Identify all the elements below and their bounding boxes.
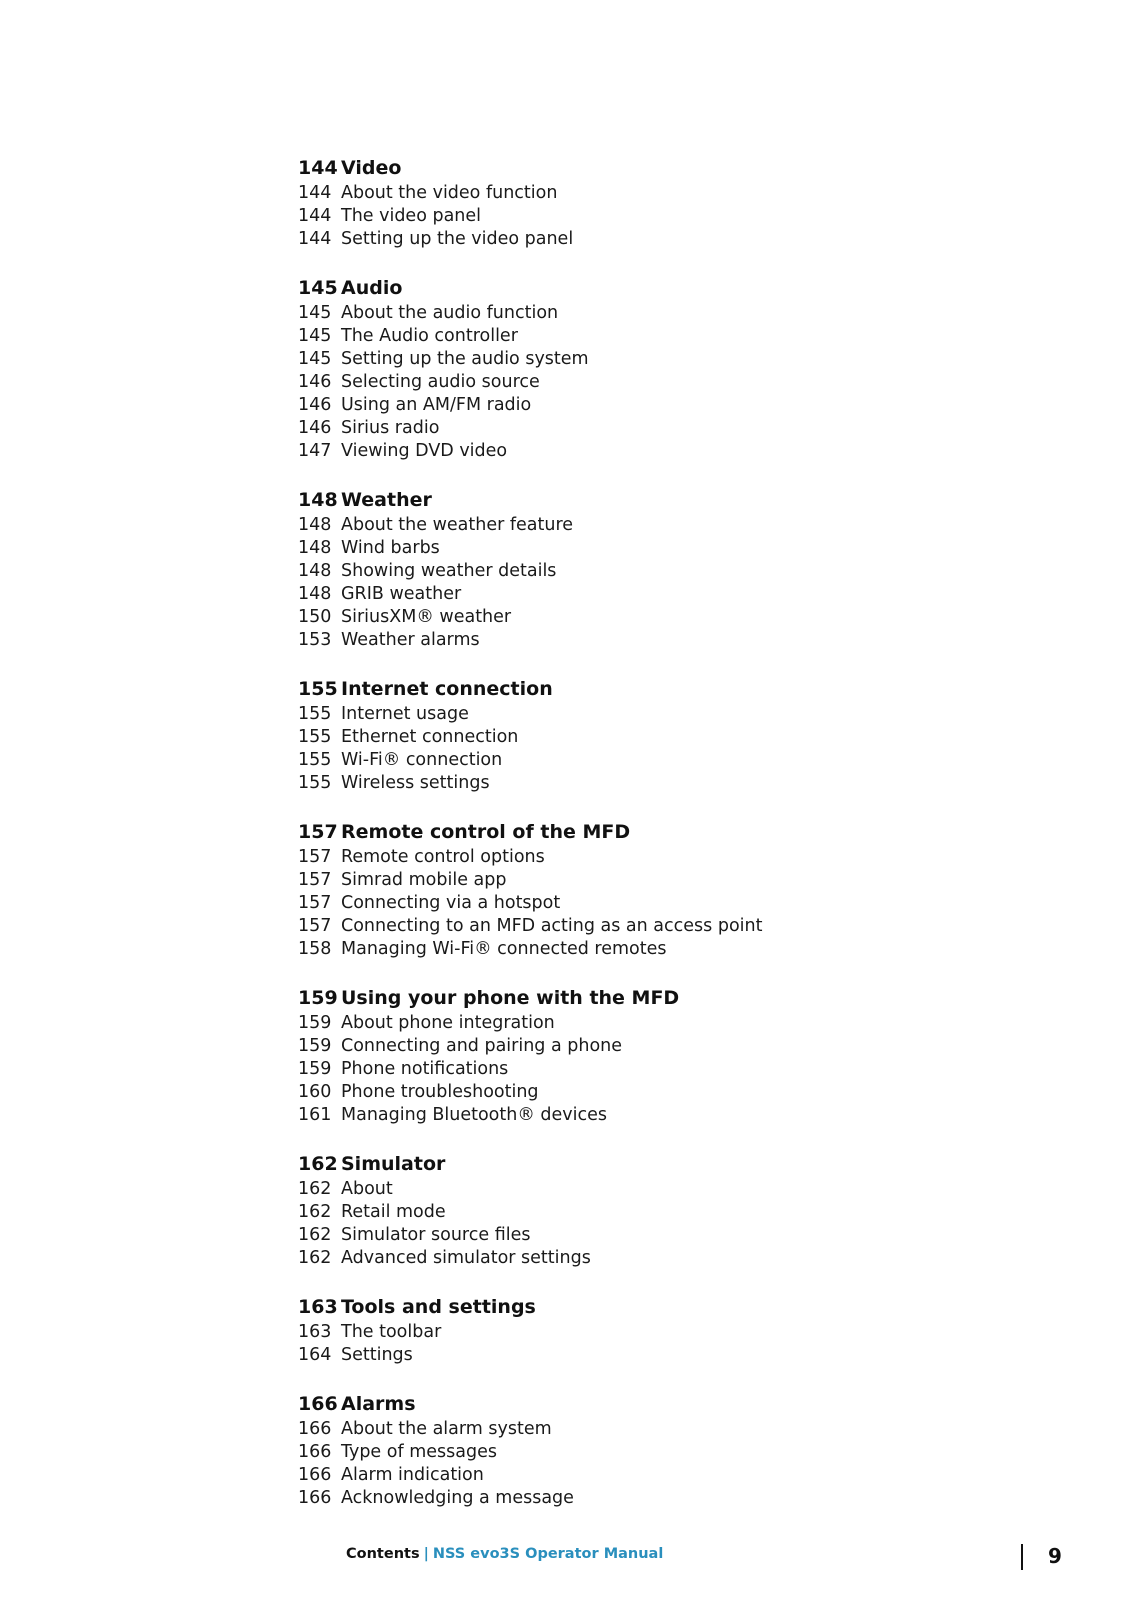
toc-chapter-heading[interactable] (298, 1151, 898, 1178)
toc-chapter-title: Alarms (341, 1393, 416, 1415)
toc-chapter-title: Simulator (341, 1153, 446, 1175)
page-footer (346, 1546, 663, 1562)
toc-section (298, 1391, 898, 1510)
toc-entry-page: 166 (298, 1442, 332, 1462)
toc-entry-title: Alarm indication (341, 1465, 484, 1485)
toc-chapter-title: Tools and settings (341, 1296, 536, 1318)
page-number-divider (1021, 1544, 1023, 1570)
toc-entry-title: Simulator source files (341, 1225, 531, 1245)
toc-entry-title: Weather alarms (341, 630, 480, 650)
toc-entry[interactable] (298, 629, 898, 652)
toc-entry-page: 145 (298, 303, 332, 323)
toc-entry[interactable] (298, 726, 898, 749)
toc-entry-title: About the video function (341, 183, 558, 203)
toc-entry-title: SiriusXM® weather (341, 607, 512, 627)
toc-entry-page: 164 (298, 1345, 332, 1365)
toc-entry-title: Ethernet connection (341, 727, 519, 747)
toc-entry[interactable] (298, 228, 898, 251)
footer-separator: | (423, 1546, 429, 1562)
toc-entry[interactable] (298, 1058, 898, 1081)
toc-chapter-title: Remote control of the MFD (341, 821, 631, 843)
toc-entry-page: 157 (298, 916, 332, 936)
toc-entry-page: 158 (298, 939, 332, 959)
toc-entry-page: 148 (298, 584, 332, 604)
toc-entry-page: 162 (298, 1179, 332, 1199)
toc-section (298, 1294, 898, 1367)
toc-entry[interactable] (298, 302, 898, 325)
toc-chapter-heading[interactable] (298, 819, 898, 846)
toc-section (298, 676, 898, 795)
toc-chapter-page: 166 (298, 1393, 338, 1415)
toc-entry-title: Viewing DVD video (341, 441, 508, 461)
toc-entry-title: About (341, 1179, 393, 1199)
toc-entry-title: About the weather feature (341, 515, 574, 535)
toc-entry-title: Showing weather details (341, 561, 557, 581)
toc-entry[interactable] (298, 560, 898, 583)
toc-chapter-heading[interactable] (298, 275, 898, 302)
toc-entry-page: 157 (298, 847, 332, 867)
toc-chapter-title: Audio (341, 277, 403, 299)
toc-entry-page: 157 (298, 893, 332, 913)
toc-chapter-page: 162 (298, 1153, 338, 1175)
toc-section (298, 275, 898, 463)
toc-entry[interactable] (298, 1247, 898, 1270)
toc-entry-title: Connecting and pairing a phone (341, 1036, 623, 1056)
toc-entry[interactable] (298, 514, 898, 537)
toc-chapter-page: 148 (298, 489, 338, 511)
page-number: 9 (1048, 1544, 1062, 1568)
toc-entry[interactable] (298, 1464, 898, 1487)
toc-chapter-title: Weather (341, 489, 432, 511)
toc-chapter-heading[interactable] (298, 1391, 898, 1418)
toc-entry-page: 153 (298, 630, 332, 650)
toc-entry[interactable] (298, 1487, 898, 1510)
toc-entry-title: Managing Bluetooth® devices (341, 1105, 607, 1125)
toc-entry-title: Setting up the video panel (341, 229, 574, 249)
toc-entry-page: 144 (298, 229, 332, 249)
toc-chapter-title: Internet connection (341, 678, 553, 700)
toc-entry-page: 150 (298, 607, 332, 627)
toc-entry[interactable] (298, 325, 898, 348)
toc-entry[interactable] (298, 606, 898, 629)
toc-entry-title: Wi-Fi® connection (341, 750, 503, 770)
toc-entry-page: 162 (298, 1202, 332, 1222)
toc-chapter-heading[interactable] (298, 985, 898, 1012)
toc-entry[interactable] (298, 1012, 898, 1035)
toc-chapter-page: 157 (298, 821, 338, 843)
toc-entry-page: 159 (298, 1059, 332, 1079)
toc-section (298, 487, 898, 652)
toc-entry-title: Internet usage (341, 704, 469, 724)
toc-entry-page: 166 (298, 1488, 332, 1508)
toc-chapter-page: 145 (298, 277, 338, 299)
toc-entry[interactable] (298, 1321, 898, 1344)
toc-entry-title: Remote control options (341, 847, 545, 867)
toc-entry[interactable] (298, 1224, 898, 1247)
toc-entry-title: Phone troubleshooting (341, 1082, 539, 1102)
toc-entry-page: 155 (298, 727, 332, 747)
toc-chapter-page: 155 (298, 678, 338, 700)
toc-entry[interactable] (298, 348, 898, 371)
toc-chapter-page: 159 (298, 987, 338, 1009)
toc-entry-page: 148 (298, 538, 332, 558)
toc-entry-page: 146 (298, 395, 332, 415)
toc-entry[interactable] (298, 846, 898, 869)
toc-chapter-page: 144 (298, 157, 338, 179)
toc-entry-page: 166 (298, 1465, 332, 1485)
toc-entry-title: Connecting to an MFD acting as an access point (341, 916, 763, 936)
toc-entry-title: About phone integration (341, 1013, 555, 1033)
toc-entry-title: Phone notifications (341, 1059, 509, 1079)
toc-entry[interactable] (298, 1418, 898, 1441)
toc-entry[interactable] (298, 915, 898, 938)
toc-entry[interactable] (298, 869, 898, 892)
toc-entry-page: 163 (298, 1322, 332, 1342)
toc-entry[interactable] (298, 772, 898, 795)
toc-entry-page: 155 (298, 773, 332, 793)
toc-entry-page: 157 (298, 870, 332, 890)
toc-entry-title: GRIB weather (341, 584, 462, 604)
toc-entry-page: 166 (298, 1419, 332, 1439)
toc-entry-page: 145 (298, 349, 332, 369)
toc-section (298, 155, 898, 251)
toc-entry-title: Wireless settings (341, 773, 490, 793)
toc-section (298, 985, 898, 1127)
table-of-contents (298, 155, 898, 1534)
toc-entry-page: 162 (298, 1225, 332, 1245)
toc-entry-title: Selecting audio source (341, 372, 540, 392)
toc-entry-title: Wind barbs (341, 538, 440, 558)
toc-entry[interactable] (298, 583, 898, 606)
toc-entry-title: The video panel (341, 206, 482, 226)
toc-entry-page: 148 (298, 515, 332, 535)
toc-entry-title: Connecting via a hotspot (341, 893, 561, 913)
toc-entry-page: 159 (298, 1036, 332, 1056)
toc-entry-title: Setting up the audio system (341, 349, 589, 369)
toc-entry-page: 160 (298, 1082, 332, 1102)
toc-chapter-title: Using your phone with the MFD (341, 987, 680, 1009)
footer-manual-title: NSS evo3S Operator Manual (432, 1546, 664, 1562)
toc-entry-title: The Audio controller (341, 326, 518, 346)
toc-chapter-heading[interactable] (298, 487, 898, 514)
toc-entry-page: 144 (298, 206, 332, 226)
toc-entry-page: 155 (298, 704, 332, 724)
toc-entry-title: Settings (341, 1345, 413, 1365)
toc-entry-title: About the alarm system (341, 1419, 552, 1439)
toc-entry-title: Sirius radio (341, 418, 440, 438)
toc-chapter-page: 163 (298, 1296, 338, 1318)
toc-entry[interactable] (298, 205, 898, 228)
toc-entry[interactable] (298, 537, 898, 560)
toc-section (298, 1151, 898, 1270)
toc-entry[interactable] (298, 1344, 898, 1367)
toc-entry-title: About the audio function (341, 303, 559, 323)
toc-entry[interactable] (298, 182, 898, 205)
toc-entry[interactable] (298, 440, 898, 463)
toc-entry-title: Acknowledging a message (341, 1488, 574, 1508)
toc-entry-title: Advanced simulator settings (341, 1248, 591, 1268)
toc-entry-page: 147 (298, 441, 332, 461)
toc-entry[interactable] (298, 1081, 898, 1104)
toc-entry[interactable] (298, 938, 898, 961)
toc-entry[interactable] (298, 1201, 898, 1224)
toc-entry[interactable] (298, 417, 898, 440)
toc-entry-title: Type of messages (341, 1442, 497, 1462)
toc-entry[interactable] (298, 394, 898, 417)
toc-entry[interactable] (298, 749, 898, 772)
toc-entry-page: 146 (298, 372, 332, 392)
toc-entry-title: The toolbar (341, 1322, 442, 1342)
toc-section (298, 819, 898, 961)
toc-entry[interactable] (298, 703, 898, 726)
toc-entry[interactable] (298, 1178, 898, 1201)
toc-entry-page: 146 (298, 418, 332, 438)
toc-entry-page: 161 (298, 1105, 332, 1125)
toc-entry-page: 159 (298, 1013, 332, 1033)
toc-entry-page: 155 (298, 750, 332, 770)
toc-entry[interactable] (298, 892, 898, 915)
toc-entry[interactable] (298, 1104, 898, 1127)
toc-entry-title: Simrad mobile app (341, 870, 507, 890)
toc-entry-page: 162 (298, 1248, 332, 1268)
toc-chapter-heading[interactable] (298, 155, 898, 182)
toc-entry-page: 144 (298, 183, 332, 203)
toc-entry-title: Using an AM/FM radio (341, 395, 532, 415)
toc-entry-page: 148 (298, 561, 332, 581)
toc-chapter-heading[interactable] (298, 676, 898, 703)
toc-chapter-heading[interactable] (298, 1294, 898, 1321)
toc-chapter-title: Video (341, 157, 402, 179)
toc-entry[interactable] (298, 371, 898, 394)
footer-section-label: Contents (346, 1546, 420, 1562)
toc-entry-title: Retail mode (341, 1202, 446, 1222)
toc-entry[interactable] (298, 1035, 898, 1058)
toc-entry[interactable] (298, 1441, 898, 1464)
toc-entry-page: 145 (298, 326, 332, 346)
toc-entry-title: Managing Wi-Fi® connected remotes (341, 939, 667, 959)
